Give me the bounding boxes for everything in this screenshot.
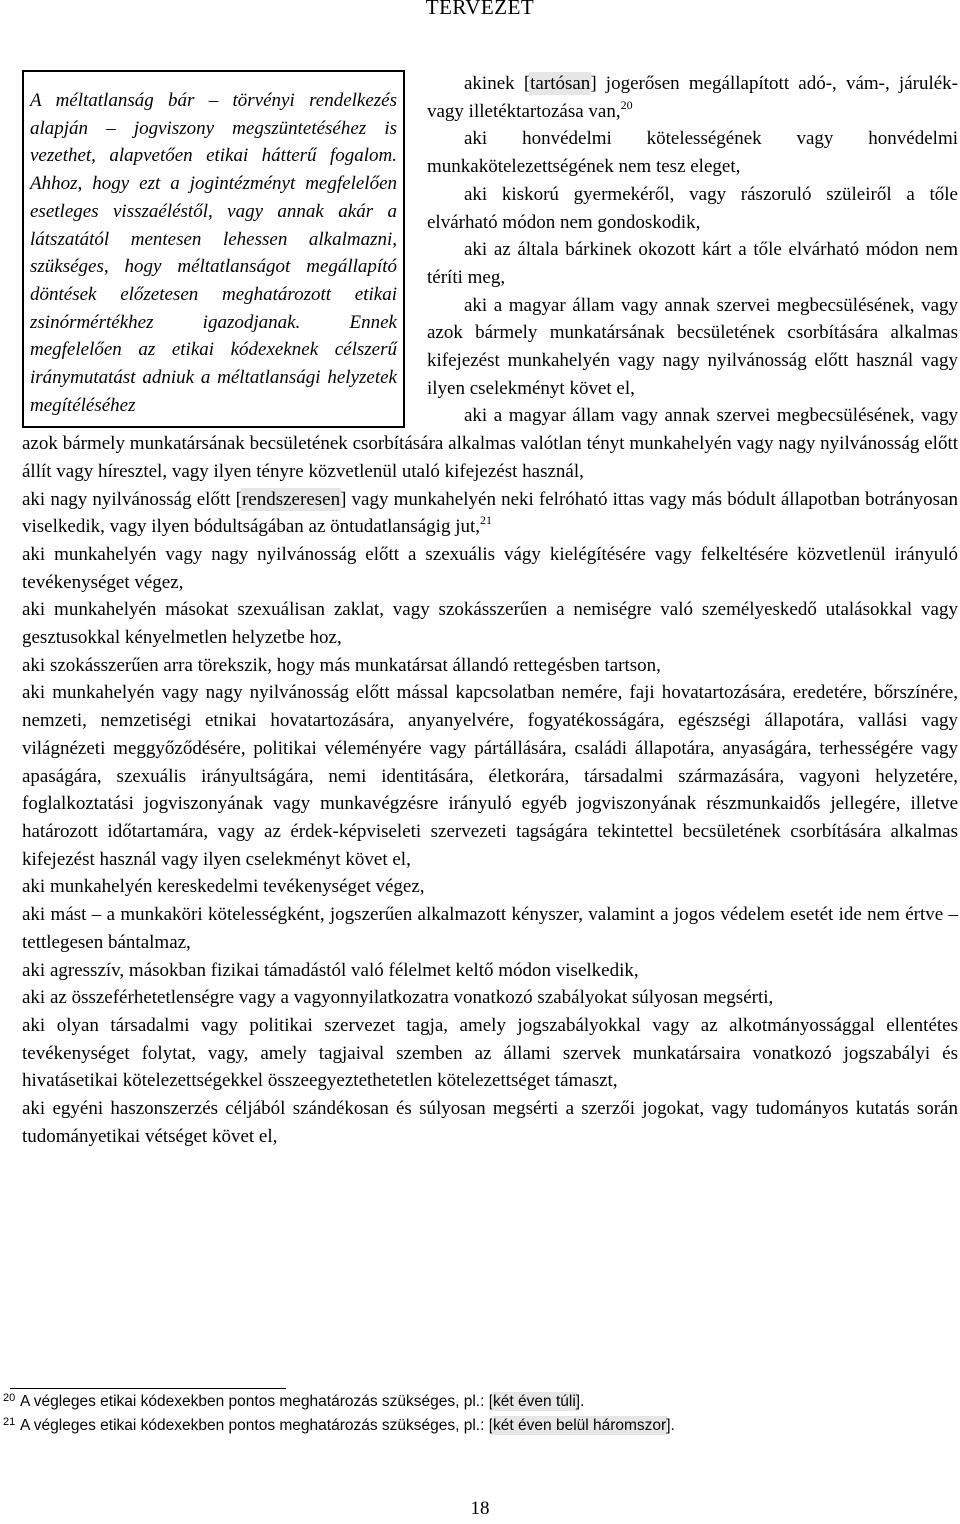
list-item: aki mást – a munkaköri kötelességként, jogszerűen alkalmazott kényszer, valamint a jogos védelem esetét ide nem értve – tettlegesen bántalmaz,: [22, 904, 958, 953]
list-item: aki honvédelmi kötelességének vagy honvédelmi munkakötelezettségének nem tesz eleget,: [427, 128, 958, 178]
definition-box-text: A méltatlanság bár – törvényi rendelkezés alapján – jogviszony megszüntetéséhez is vezethet, alapvetően etikai hátterű fogalom. Ahhoz, hogy ezt a jogintézményt megfelelően esetleges visszaéléstől, vagy annak akár a látszatától mentesen lehessen alkalmazni, szükséges, hogy méltatlanságot megállapító döntések előzetesen meghatározott etikai zsinórmértékhez igazodjanak. Ennek megfelelően az etikai kódexeknek célszerű iránymutatást adniuk a méltatlansági helyzetek megítéléséhez: [30, 90, 397, 416]
footnote-number: 20: [3, 1392, 16, 1404]
document-header-title: TERVEZET: [425, 0, 535, 19]
list-item: aki munkahelyén másokat szexuálisan zaklat, vagy szokásszerűen a nemiségre való személyeskedő utalásokkal vagy gesztusokkal kényelmetlen helyzetbe hoz,: [22, 599, 958, 649]
footnote-20: 20 A végleges etikai kódexekben pontos meghatározás szükséges, pl.: [két éven túli].: [3, 1392, 585, 1410]
footnote-number: 21: [3, 1416, 16, 1428]
list-item: aki kiskorú gyermekéről, vagy rászoruló szüleiről a tőle elvárható módon nem gondoskodik,: [427, 183, 958, 233]
list-item: aki olyan társadalmi vagy politikai szervezet tagja, amely jogszabályokkal vagy az alkotmányossággal ellentétes tevékenységet folytat, vagy, amely tagjaival szemben az állami szervek munkatársaira vonatkozó jogszabályi és hivatásetikai kötelezettségekkel összeegyeztethetetlen kötelezettséget támaszt,: [22, 1014, 958, 1092]
highlighted-text: két éven belül háromszor: [493, 1417, 667, 1434]
page-number: 18: [470, 1498, 490, 1519]
list-item: akinek [tartósan] jogerősen megállapított adó-, vám-, járulék- vagy illetéktartozása van,$^{20}$: [427, 73, 958, 122]
highlighted-text: két éven túli: [493, 1393, 576, 1410]
page-body: [22, 70, 958, 1150]
list-item: aki szokásszerűen arra törekszik, hogy más munkatársat állandó rettegésben tartson,: [22, 654, 661, 676]
list-item: aki a magyar állam vagy annak szervei megbecsülésének, vagy azok bármely munkatársának becsületének csorbítására alkalmas kifejezést munkahelyén vagy nagy nyilvánosság előtt használ vagy ilyen cselekményt követ el,: [427, 294, 958, 399]
footnotes: [0, 1390, 960, 1438]
list-item: aki munkahelyén vagy nagy nyilvánosság előtt a szexuális vágy kielégítésére vagy felkeltésére közvetlenül irányuló tevékenységet végez,: [22, 543, 958, 593]
footnote-separator: [10, 1388, 286, 1389]
list-item: aki a magyar állam vagy annak szervei megbecsülésének, vagy azok bármely munkatársának becsületének csorbítására alkalmas valótlan tényt munkahelyén vagy nagy nyilvánosság előtt állít vagy híresztel, vagy ilyen tényre közvetlenül utaló kifejezést használ,: [22, 405, 958, 482]
footnote-ref[interactable]: 20: [620, 97, 633, 112]
list-item: aki az általa bárkinek okozott kárt a tőle elvárható módon nem téríti meg,: [427, 239, 958, 288]
list-item: aki agresszív, másokban fizikai támadástól való félelmet keltő módon viselkedik,: [22, 959, 639, 981]
list-item: aki munkahelyén vagy nagy nyilvánosság előtt mással kapcsolatban nemére, faji hovatartozására, eredetére, bőrszínére, nemzeti, nemzetiségi etnikai hovatartozására, anyanyelvére, fogyatékosságára, egészségi állapotára, vallási vagy világnézeti meggyőződésére, politikai véleményére vagy pártállására, családi állapotára, anyaságára, terhességére vagy apaságára, szexuális irányultságára, nemi identitására, életkorára, társadalmi származására, vagyoni helyzetére, foglalkoztatási jogviszonyának vagy munkavégzésre irányuló egyéb jogviszonyának részmunkaidős jellegére, illetve határozott időtartamára, vagy az érdek-képviseleti szervezeti tagságára tekintettel becsületének csorbítására alkalmas kifejezést használ vagy ilyen cselekményt követ el,: [22, 682, 958, 870]
list-item: aki az összeférhetetlenségre vagy a vagyonnyilatkozatra vonatkozó szabályokat súlyosan megsérti,: [22, 987, 774, 1009]
footnote-21: 21 A végleges etikai kódexekben pontos meghatározás szükséges, pl.: [két éven belül háromszor].: [3, 1416, 675, 1434]
list-item: aki munkahelyén kereskedelmi tevékenységet végez,: [22, 876, 425, 898]
bullet-list-bottom: [22, 486, 958, 1151]
bullet-list-top: [22, 70, 958, 486]
list-item: aki egyéni haszonszerzés céljából szándékosan és súlyosan megsérti a szerzői jogokat, vagy tudományos kutatás során tudományetikai vétséget követ el,: [22, 1098, 958, 1147]
footnote-ref[interactable]: 21: [480, 513, 493, 528]
highlighted-text: rendszeresen: [241, 488, 341, 510]
list-item: aki nagy nyilvánosság előtt [rendszeresen] vagy munkahelyén neki felróható ittas vagy más bódult állapotban botrányosan viselkedik, vagy ilyen bódultságában az öntudatlanságig jut,$^{21}$: [22, 488, 958, 538]
highlighted-text: tartósan: [530, 73, 591, 94]
